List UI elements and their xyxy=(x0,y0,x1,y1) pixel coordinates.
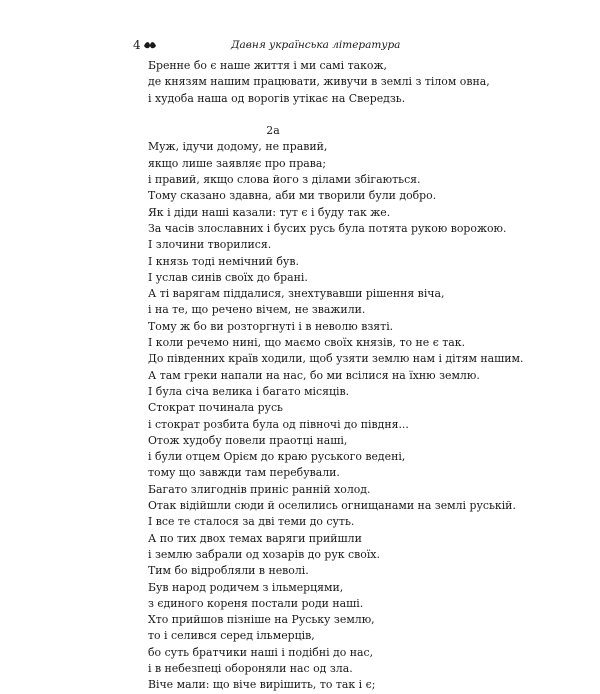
text-line: А ті варягам піддалися, знехтувавши рішення віча, xyxy=(148,287,445,301)
text-line: Отак відійшли сюди й оселились огнищанами на землі руській. xyxy=(148,499,516,513)
text-line: і землю забрали од хозарів до рук своїх. xyxy=(148,547,380,561)
text-line: Тому сказано здавна, аби ми творили були добро. xyxy=(148,189,437,203)
text-line: І коли речемо нині, що маємо своїх князів, то не є так. xyxy=(148,336,466,350)
text-line: Бренне бо є наше життя і ми самі також, xyxy=(148,59,387,72)
text-line: і були отцем Орієм до краю руського ведені, xyxy=(148,450,406,464)
text-line: Стократ починала русь xyxy=(148,401,283,415)
text-line: А по тих двох темах варяги прийшли xyxy=(148,531,362,545)
ornament-icon xyxy=(143,40,157,50)
page-header xyxy=(133,38,433,56)
stanza-1 xyxy=(148,58,568,107)
text-line: з єдиного кореня постали роди наші. xyxy=(148,596,364,610)
running-title: Давня українська література xyxy=(231,39,401,51)
text-line: А там греки напали на нас, бо ми всілися на їхню землю. xyxy=(148,368,480,382)
text-line: то і селився серед ільмерців, xyxy=(148,629,315,643)
text-line: і худоба наша од ворогів утікає на Свередзь. xyxy=(148,91,406,105)
text-line: За часів злославних і бусих русь була потята рукою ворожою. xyxy=(148,221,507,235)
page-number: 4 xyxy=(133,38,141,52)
text-line: До південних країв ходили, щоб узяти землю нам і дітям нашим. xyxy=(148,352,524,366)
text-line: Багато злигоднів приніс ранній холод. xyxy=(148,482,371,496)
text-line: Отож худобу повели праотці наші, xyxy=(148,433,348,447)
text-line: І була січа велика і багато місяців. xyxy=(148,384,350,398)
stanza-2 xyxy=(148,139,568,693)
text-line: І услав синів своїх до брані. xyxy=(148,270,308,284)
text-line: де князям нашим працювати, живучи в землі з тілом овна, xyxy=(148,75,490,89)
text-line: тому що завжди там перебували. xyxy=(148,466,340,480)
text-line: І злочини творилися. xyxy=(148,238,272,252)
text-line: Віче мали: що віче вирішить, то так і є; xyxy=(148,678,376,692)
text-line: і в небезпеці обороняли нас од зла. xyxy=(148,661,353,675)
section-heading: 2а xyxy=(266,124,280,138)
text-line: Тому ж бо ви розторгнуті і в неволю взяті. xyxy=(148,319,394,333)
text-line: Був народ родичем з ільмерцями, xyxy=(148,580,344,594)
text-line: якщо лише заявляє про права; xyxy=(148,156,327,170)
text-line: І князь тоді немічний був. xyxy=(148,254,299,268)
text-line: Тим бо відробляли в неволі. xyxy=(148,564,309,578)
body-text xyxy=(148,58,568,694)
text-line: Хто прийшов пізніше на Руську землю, xyxy=(148,613,375,627)
stanza-gap xyxy=(148,107,568,123)
text-line: бо суть братчики наші і подібні до нас, xyxy=(148,645,374,659)
text-line: і стократ розбита була од півночі до півдня... xyxy=(148,417,409,431)
text-line: Як і діди наші казали: тут є і буду так же. xyxy=(148,205,391,219)
text-line: і на те, що речено вічем, не зважили. xyxy=(148,303,366,317)
text-line: і правий, якщо слова його з ділами збігаються. xyxy=(148,173,421,187)
text-line: І все те сталося за дві теми до суть. xyxy=(148,515,355,529)
text-line: Муж, ідучи додому, не правий, xyxy=(148,140,328,154)
